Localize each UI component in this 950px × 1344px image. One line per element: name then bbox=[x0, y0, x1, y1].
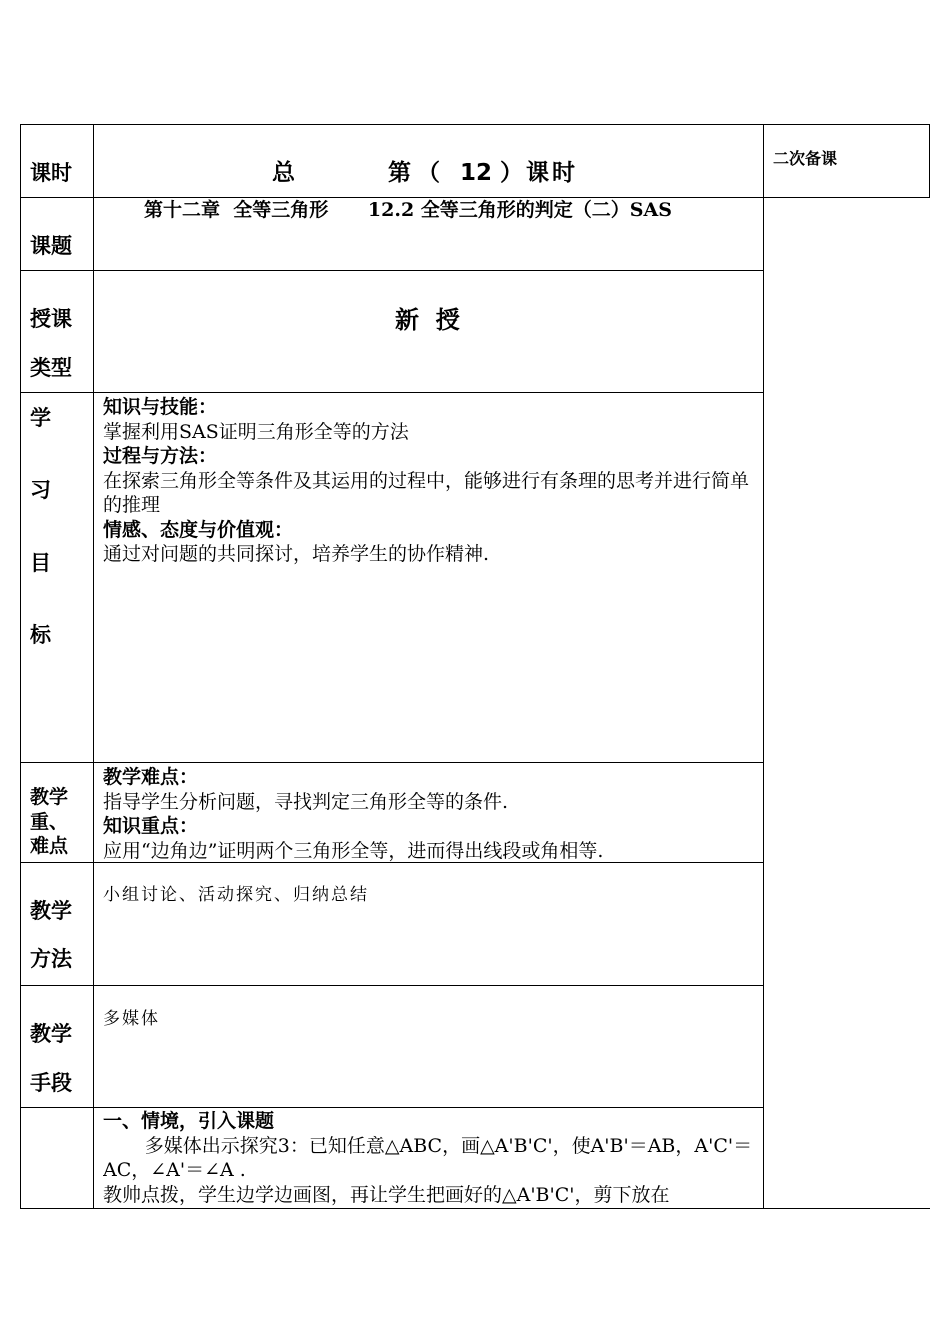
means-label-2: 手段 bbox=[30, 1071, 72, 1095]
table-border-top bbox=[20, 124, 930, 125]
knowledge-heading: 知识与技能： bbox=[103, 396, 218, 418]
table-border-bottom bbox=[20, 1208, 930, 1209]
emotion-heading: 情感、态度与价值观： bbox=[103, 518, 294, 541]
knowledge-text: 掌握利用SAS证明三角形全等的方法 bbox=[103, 420, 409, 443]
process-section-heading: 一、情境，引入课题 bbox=[103, 1110, 275, 1132]
objectives-content bbox=[103, 395, 759, 567]
process-paragraph-1: 多媒体出示探究3：已知任意△ABC，画△A'B'C'，使A'B'＝AB，A'C'＝AC，∠A'＝∠A . bbox=[103, 1134, 753, 1181]
lesson-total: 总 bbox=[272, 160, 295, 186]
process-content bbox=[103, 1109, 759, 1207]
lesson-type-label-1: 授课 bbox=[30, 307, 72, 331]
emotion-text: 通过对问题的共同探讨，培养学生的协作精神. bbox=[103, 543, 490, 565]
row-divider bbox=[20, 270, 764, 271]
keypoints-label-1: 教学 bbox=[30, 786, 69, 808]
process-heading: 过程与方法： bbox=[103, 445, 218, 467]
lesson-label: 课时 bbox=[30, 161, 72, 185]
objectives-label-2: 习 bbox=[30, 478, 51, 502]
column-divider bbox=[93, 124, 94, 1209]
method-label-1: 教学 bbox=[30, 899, 72, 923]
topic-label: 课题 bbox=[30, 234, 72, 258]
means-label-1: 教学 bbox=[30, 1022, 72, 1046]
difficulty-text: 指导学生分析问题，寻找判定三角形全等的条件. bbox=[103, 790, 509, 813]
lesson-type-value: 新 授 bbox=[395, 306, 460, 334]
key-heading: 知识重点： bbox=[103, 815, 199, 837]
row-divider bbox=[20, 197, 930, 198]
means-value: 多媒体 bbox=[103, 1009, 160, 1029]
objectives-label-4: 标 bbox=[30, 623, 51, 647]
row-divider bbox=[20, 1107, 764, 1108]
lesson-type-label-2: 类型 bbox=[30, 356, 72, 380]
keypoints-label-3: 难点 bbox=[30, 835, 69, 857]
backup-label: 二次备课 bbox=[773, 149, 838, 168]
objectives-label-1: 学 bbox=[30, 406, 51, 430]
process-text: 在探索三角形全等条件及其运用的过程中，能够进行有条理的思考并进行简单的推理 bbox=[103, 469, 750, 516]
lesson-prefix: 第（ bbox=[388, 160, 446, 186]
lesson-suffix: ）课时 bbox=[500, 160, 578, 186]
method-value: 小组讨论、活动探究、归纳总结 bbox=[103, 885, 369, 905]
table-border-left bbox=[20, 124, 21, 1209]
difficulty-heading: 教学难点： bbox=[103, 766, 199, 788]
method-label-2: 方法 bbox=[30, 947, 72, 971]
topic-title: 第十二章 全等三角形 12.2 全等三角形的判定（二）SAS bbox=[144, 199, 672, 221]
table-border-right bbox=[929, 124, 930, 198]
row-divider bbox=[20, 985, 764, 986]
lesson-number: 12 bbox=[460, 160, 493, 186]
keypoints-label-2: 重、 bbox=[30, 811, 69, 833]
process-paragraph-2: 教帅点拨，学生边学边画图，再让学生把画好的△A'B'C'，剪下放在 bbox=[103, 1183, 670, 1206]
row-divider bbox=[20, 392, 764, 393]
column-divider bbox=[763, 124, 764, 1209]
key-text: 应用“边角边”证明两个三角形全等，进而得出线段或角相等. bbox=[103, 839, 604, 862]
objectives-label-3: 目 bbox=[30, 551, 51, 575]
keypoints-content bbox=[103, 765, 759, 863]
row-divider bbox=[20, 762, 764, 763]
